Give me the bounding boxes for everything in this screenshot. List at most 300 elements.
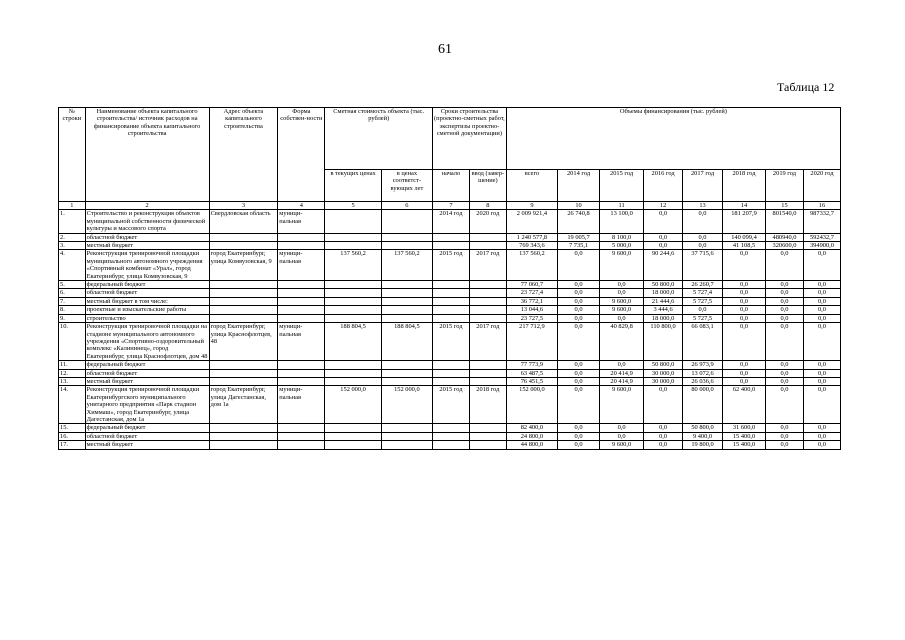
row-number-cell: 6. <box>59 289 86 297</box>
object-name-cell: федеральный бюджет <box>85 361 209 369</box>
object-name-cell: строительство <box>85 314 209 322</box>
amount-2014-cell: 0,0 <box>558 323 600 361</box>
amount-2018-cell: 15 400,0 <box>723 432 766 440</box>
address-cell <box>209 441 278 449</box>
amount-2017-cell: 50 800,0 <box>683 424 723 432</box>
total-cell: 23 727,5 <box>506 314 557 322</box>
header-row-1 <box>59 108 841 170</box>
row-number-cell: 14. <box>59 386 86 424</box>
amount-2016-cell: 0,0 <box>644 386 683 424</box>
amount-2014-cell: 0,0 <box>558 306 600 314</box>
ownership-cell <box>278 432 325 440</box>
end-year-cell <box>469 289 506 297</box>
ownership-cell <box>278 441 325 449</box>
amount-2016-cell: 21 444,6 <box>644 297 683 305</box>
row-number-cell: 17. <box>59 441 86 449</box>
cost-current-cell <box>325 432 381 440</box>
amount-2016-cell: 0,0 <box>644 441 683 449</box>
object-name-cell: федеральный бюджет <box>85 281 209 289</box>
cost-respective-cell <box>381 369 432 377</box>
start-year-cell: 2015 год <box>433 250 470 281</box>
address-cell <box>209 424 278 432</box>
amount-2019-cell: 0,0 <box>766 361 804 369</box>
amount-2020-cell: 0,0 <box>803 369 840 377</box>
amount-2014-cell: 19 005,7 <box>558 233 600 241</box>
amount-2015-cell: 20 414,9 <box>600 369 644 377</box>
amount-2019-cell: 0,0 <box>766 306 804 314</box>
cost-current-cell <box>325 242 381 250</box>
start-year-cell <box>433 281 470 289</box>
amount-2017-cell: 0,0 <box>683 306 723 314</box>
amount-2015-cell: 0,0 <box>600 424 644 432</box>
end-year-cell <box>469 297 506 305</box>
start-year-cell <box>433 441 470 449</box>
amount-2014-cell: 0,0 <box>558 369 600 377</box>
column-number: 2 <box>85 202 209 210</box>
total-cell: 82 400,0 <box>506 424 557 432</box>
address-cell <box>209 369 278 377</box>
header-2018: 2018 год <box>723 170 766 202</box>
amount-2018-cell: 0,0 <box>723 377 766 385</box>
object-name-cell: областной бюджет <box>85 289 209 297</box>
cost-respective-cell: 188 804,5 <box>381 323 432 361</box>
amount-2015-cell: 0,0 <box>600 281 644 289</box>
amount-2016-cell: 0,0 <box>644 233 683 241</box>
end-year-cell <box>469 377 506 385</box>
cost-respective-cell <box>381 314 432 322</box>
row-number-cell: 3. <box>59 242 86 250</box>
end-year-cell: 2017 год <box>469 323 506 361</box>
amount-2017-cell: 0,0 <box>683 210 723 233</box>
total-cell: 76 451,5 <box>506 377 557 385</box>
end-year-cell <box>469 281 506 289</box>
end-year-cell <box>469 361 506 369</box>
page-number: 61 <box>438 42 452 57</box>
end-year-cell <box>469 233 506 241</box>
header-ownership: Форма собствен-ности <box>278 108 325 202</box>
cost-respective-cell <box>381 306 432 314</box>
amount-2020-cell: 0,0 <box>803 306 840 314</box>
column-number: 4 <box>278 202 325 210</box>
amount-2015-cell: 0,0 <box>600 361 644 369</box>
header-cost: Сметная стоимость объекта (тыс. рублей) <box>325 108 433 170</box>
end-year-cell: 2018 год <box>469 386 506 424</box>
amount-2019-cell: 0,0 <box>766 377 804 385</box>
amount-2015-cell: 9 600,0 <box>600 250 644 281</box>
column-number: 14 <box>723 202 766 210</box>
amount-2014-cell: 0,0 <box>558 314 600 322</box>
total-cell: 1 240 577,8 <box>506 233 557 241</box>
amount-2017-cell: 26 260,7 <box>683 281 723 289</box>
row-number-cell: 4. <box>59 250 86 281</box>
cost-current-cell <box>325 281 381 289</box>
amount-2019-cell: 801540,0 <box>766 210 804 233</box>
total-cell: 137 560,2 <box>506 250 557 281</box>
amount-2019-cell: 0,0 <box>766 369 804 377</box>
cost-current-cell <box>325 210 381 233</box>
amount-2014-cell: 0,0 <box>558 386 600 424</box>
ownership-cell <box>278 377 325 385</box>
amount-2019-cell: 0,0 <box>766 281 804 289</box>
header-2015: 2015 год <box>600 170 644 202</box>
cost-current-cell <box>325 361 381 369</box>
end-year-cell <box>469 432 506 440</box>
row-number-cell: 2. <box>59 233 86 241</box>
start-year-cell <box>433 297 470 305</box>
amount-2019-cell: 0,0 <box>766 386 804 424</box>
amount-2019-cell: 0,0 <box>766 289 804 297</box>
amount-2017-cell: 66 083,1 <box>683 323 723 361</box>
amount-2014-cell: 26 740,8 <box>558 210 600 233</box>
amount-2018-cell: 41 108,5 <box>723 242 766 250</box>
amount-2014-cell: 0,0 <box>558 432 600 440</box>
start-year-cell <box>433 242 470 250</box>
table-row <box>59 306 841 314</box>
total-cell: 77 773,9 <box>506 361 557 369</box>
amount-2016-cell: 3 444,6 <box>644 306 683 314</box>
amount-2015-cell: 13 100,0 <box>600 210 644 233</box>
table-row <box>59 314 841 322</box>
amount-2017-cell: 26 036,6 <box>683 377 723 385</box>
amount-2018-cell: 0,0 <box>723 297 766 305</box>
cost-current-cell: 137 560,2 <box>325 250 381 281</box>
column-number: 1 <box>59 202 86 210</box>
amount-2019-cell: 0,0 <box>766 441 804 449</box>
address-cell <box>209 432 278 440</box>
cost-current-cell <box>325 306 381 314</box>
amount-2020-cell: 0,0 <box>803 297 840 305</box>
amount-2018-cell: 0,0 <box>723 306 766 314</box>
total-cell: 44 800,0 <box>506 441 557 449</box>
row-number-cell: 10. <box>59 323 86 361</box>
object-name-cell: проектные и изыскательские работы <box>85 306 209 314</box>
amount-2016-cell: 0,0 <box>644 432 683 440</box>
amount-2018-cell: 0,0 <box>723 250 766 281</box>
end-year-cell: 2020 год <box>469 210 506 233</box>
amount-2015-cell: 9 600,0 <box>600 386 644 424</box>
amount-2015-cell: 5 000,0 <box>600 242 644 250</box>
amount-2016-cell: 50 800,0 <box>644 281 683 289</box>
row-number-cell: 12. <box>59 369 86 377</box>
amount-2018-cell: 0,0 <box>723 281 766 289</box>
amount-2016-cell: 30 000,0 <box>644 377 683 385</box>
amount-2019-cell: 0,0 <box>766 323 804 361</box>
amount-2018-cell: 0,0 <box>723 323 766 361</box>
cost-respective-cell <box>381 377 432 385</box>
amount-2016-cell: 0,0 <box>644 210 683 233</box>
amount-2018-cell: 62 400,0 <box>723 386 766 424</box>
column-number: 7 <box>433 202 470 210</box>
object-name-cell: федеральный бюджет <box>85 424 209 432</box>
amount-2016-cell: 0,0 <box>644 424 683 432</box>
amount-2020-cell: 0,0 <box>803 424 840 432</box>
address-cell <box>209 281 278 289</box>
amount-2019-cell: 0,0 <box>766 432 804 440</box>
ownership-cell <box>278 424 325 432</box>
cost-current-cell <box>325 297 381 305</box>
amount-2019-cell: 0,0 <box>766 314 804 322</box>
table-row <box>59 250 841 281</box>
address-cell <box>209 297 278 305</box>
column-number: 15 <box>766 202 804 210</box>
header-commission: ввод (завер-шение) <box>469 170 506 202</box>
column-number-row <box>59 202 841 210</box>
amount-2015-cell: 0,0 <box>600 314 644 322</box>
column-number: 13 <box>683 202 723 210</box>
amount-2020-cell: 0,0 <box>803 377 840 385</box>
header-object-name: Наименование объекта капитального строительства/ источник расходов на финансирование объекта капитального строительства <box>85 108 209 202</box>
ownership-cell: муници-пальная <box>278 250 325 281</box>
object-name-cell: местный бюджет <box>85 441 209 449</box>
header-address: Адрес объекта капитального строительства <box>209 108 278 202</box>
amount-2018-cell: 140 099,4 <box>723 233 766 241</box>
end-year-cell <box>469 314 506 322</box>
amount-2019-cell: 480940,0 <box>766 233 804 241</box>
object-name-cell: местный бюджет <box>85 377 209 385</box>
column-number: 9 <box>506 202 557 210</box>
amount-2017-cell: 0,0 <box>683 242 723 250</box>
start-year-cell <box>433 369 470 377</box>
address-cell <box>209 233 278 241</box>
ownership-cell <box>278 369 325 377</box>
amount-2016-cell: 18 000,0 <box>644 314 683 322</box>
amount-2014-cell: 7 735,1 <box>558 242 600 250</box>
total-cell: 63 487,5 <box>506 369 557 377</box>
header-start: начало <box>433 170 470 202</box>
cost-current-cell <box>325 369 381 377</box>
header-2020: 2020 год <box>803 170 840 202</box>
amount-2017-cell: 19 800,0 <box>683 441 723 449</box>
start-year-cell <box>433 424 470 432</box>
cost-respective-cell <box>381 297 432 305</box>
amount-2018-cell: 0,0 <box>723 314 766 322</box>
header-2014: 2014 год <box>558 170 600 202</box>
address-cell: Свердловская область <box>209 210 278 233</box>
amount-2020-cell: 0,0 <box>803 281 840 289</box>
object-name-cell: Реконструкция тренировочной площадки на стадионе муниципального автономного учреждения «Спортивно-оздоровительный комплекс «Калининец», город Екатеринбург, улица Краснофлотцев, дом 48 <box>86 323 208 360</box>
amount-2015-cell: 20 414,9 <box>600 377 644 385</box>
cost-respective-cell <box>381 233 432 241</box>
table-row <box>59 369 841 377</box>
end-year-cell <box>469 424 506 432</box>
amount-2015-cell: 9 600,0 <box>600 441 644 449</box>
column-number: 11 <box>600 202 644 210</box>
row-number-cell: 15. <box>59 424 86 432</box>
amount-2014-cell: 0,0 <box>558 281 600 289</box>
total-cell: 77 060,7 <box>506 281 557 289</box>
total-cell: 769 343,6 <box>506 242 557 250</box>
object-name-cell: Реконструкция тренировочной площадки Екатеринбургского муниципального унитарного предприятия «Парк стадион Химмаш», город Екатеринбург, улица Дагестанская, дом 1а <box>85 386 209 424</box>
row-number-cell: 11. <box>59 361 86 369</box>
address-cell <box>209 242 278 250</box>
row-number-cell: 8. <box>59 306 86 314</box>
amount-2019-cell: 0,0 <box>766 250 804 281</box>
column-number: 8 <box>469 202 506 210</box>
cost-respective-cell <box>381 361 432 369</box>
cost-respective-cell <box>381 424 432 432</box>
address-cell <box>209 314 278 322</box>
row-number-cell: 1. <box>59 210 86 233</box>
amount-2020-cell: 0,0 <box>803 314 840 322</box>
amount-2017-cell: 5 727,5 <box>683 297 723 305</box>
cost-current-cell <box>325 289 381 297</box>
row-number-cell: 13. <box>59 377 86 385</box>
column-number: 16 <box>803 202 840 210</box>
cost-respective-cell <box>381 432 432 440</box>
amount-2019-cell: 0,0 <box>766 297 804 305</box>
total-cell: 152 000,0 <box>506 386 557 424</box>
end-year-cell <box>469 441 506 449</box>
table-row <box>59 297 841 305</box>
amount-2018-cell: 0,0 <box>723 369 766 377</box>
cost-current-cell: 188 804,5 <box>325 323 381 361</box>
column-number: 6 <box>381 202 432 210</box>
amount-2020-cell: 394900,0 <box>803 242 840 250</box>
ownership-cell <box>278 281 325 289</box>
row-number-cell: 16. <box>59 432 86 440</box>
amount-2018-cell: 181 207,9 <box>723 210 766 233</box>
amount-2020-cell: 0,0 <box>803 386 840 424</box>
object-name-cell: местный бюджет <box>85 242 209 250</box>
header-cost-respective: в ценах соответст-вующих лет <box>381 170 432 202</box>
cost-current-cell <box>325 314 381 322</box>
address-cell: город Екатеринбург, улица Дагестанская, дом 1а <box>209 386 278 424</box>
end-year-cell <box>469 242 506 250</box>
total-cell: 24 800,0 <box>506 432 557 440</box>
amount-2014-cell: 0,0 <box>558 377 600 385</box>
amount-2020-cell: 0,0 <box>803 323 840 361</box>
header-2017: 2017 год <box>683 170 723 202</box>
cost-respective-cell <box>381 441 432 449</box>
header-row-no: № строки <box>59 108 86 202</box>
amount-2015-cell: 9 600,0 <box>600 306 644 314</box>
cost-current-cell <box>325 377 381 385</box>
start-year-cell <box>433 361 470 369</box>
amount-2015-cell: 0,0 <box>600 432 644 440</box>
address-cell <box>209 361 278 369</box>
address-cell <box>209 377 278 385</box>
object-name-cell: областной бюджет <box>85 369 209 377</box>
amount-2017-cell: 13 072,6 <box>683 369 723 377</box>
ownership-cell <box>278 306 325 314</box>
start-year-cell <box>433 289 470 297</box>
table-row <box>59 210 841 233</box>
header-total: всего <box>506 170 557 202</box>
amount-2019-cell: 320600,0 <box>766 242 804 250</box>
column-number: 5 <box>325 202 381 210</box>
header-funding: Объемы финансирования (тыс. рублей) <box>506 108 840 170</box>
amount-2018-cell: 0,0 <box>723 289 766 297</box>
cost-respective-cell <box>381 281 432 289</box>
end-year-cell <box>469 306 506 314</box>
start-year-cell <box>433 306 470 314</box>
ownership-cell <box>278 242 325 250</box>
amount-2016-cell: 50 800,0 <box>644 361 683 369</box>
table-row <box>59 233 841 241</box>
amount-2016-cell: 110 800,0 <box>644 323 683 361</box>
amount-2020-cell: 592432,7 <box>803 233 840 241</box>
cost-respective-cell <box>381 242 432 250</box>
amount-2014-cell: 0,0 <box>558 297 600 305</box>
amount-2020-cell: 0,0 <box>803 289 840 297</box>
amount-2014-cell: 0,0 <box>558 361 600 369</box>
object-name-cell: местный бюджет в том числе: <box>85 297 209 305</box>
cost-respective-cell: 152 000,0 <box>381 386 432 424</box>
start-year-cell: 2014 год <box>433 210 470 233</box>
amount-2015-cell: 40 829,8 <box>600 323 644 361</box>
amount-2015-cell: 8 100,0 <box>600 233 644 241</box>
table-row <box>59 377 841 385</box>
ownership-cell: муници-пальная <box>278 210 325 233</box>
object-name-cell: областной бюджет <box>85 432 209 440</box>
header-2019: 2019 год <box>766 170 804 202</box>
table-label: Таблица 12 <box>777 80 835 94</box>
start-year-cell <box>433 233 470 241</box>
address-cell: город Екатеринбург, улица Комвузовская, 9 <box>209 250 278 281</box>
start-year-cell <box>433 314 470 322</box>
address-cell: город Екатеринбург, улица Краснофлотцев, 48 <box>209 323 278 361</box>
end-year-cell: 2017 год <box>469 250 506 281</box>
amount-2018-cell: 15 400,0 <box>723 441 766 449</box>
table-row <box>59 361 841 369</box>
total-cell: 217 712,9 <box>506 323 557 361</box>
amount-2016-cell: 90 244,6 <box>644 250 683 281</box>
amount-2017-cell: 0,0 <box>683 233 723 241</box>
table-row <box>59 242 841 250</box>
cost-current-cell: 152 000,0 <box>325 386 381 424</box>
row-number-cell: 9. <box>59 314 86 322</box>
total-cell: 23 727,4 <box>506 289 557 297</box>
table-row <box>59 323 841 361</box>
amount-2020-cell: 0,0 <box>803 361 840 369</box>
address-cell <box>209 306 278 314</box>
amount-2014-cell: 0,0 <box>558 424 600 432</box>
amount-2017-cell: 5 727,4 <box>683 289 723 297</box>
table-row <box>59 441 841 449</box>
amount-2020-cell: 0,0 <box>803 432 840 440</box>
start-year-cell <box>433 432 470 440</box>
object-name-cell: областной бюджет <box>85 233 209 241</box>
amount-2014-cell: 0,0 <box>558 250 600 281</box>
header-terms: Сроки строительства (проектно-сметных работ, экспертизы проектно-сметной документации) <box>433 108 507 170</box>
end-year-cell <box>469 369 506 377</box>
row-number-cell: 5. <box>59 281 86 289</box>
amount-2016-cell: 0,0 <box>644 242 683 250</box>
amount-2015-cell: 9 600,0 <box>600 297 644 305</box>
ownership-cell: муници-пальная <box>278 386 325 424</box>
amount-2015-cell: 0,0 <box>600 289 644 297</box>
total-cell: 2 009 921,4 <box>506 210 557 233</box>
amount-2020-cell: 987332,7 <box>803 210 840 233</box>
amount-2020-cell: 0,0 <box>803 441 840 449</box>
amount-2017-cell: 37 715,6 <box>683 250 723 281</box>
header-2016: 2016 год <box>644 170 683 202</box>
object-name-cell: Строительство и реконструкция объектов муниципальной собственности физической культуры и массового спорта <box>85 210 209 233</box>
amount-2020-cell: 0,0 <box>803 250 840 281</box>
amount-2017-cell: 26 973,9 <box>683 361 723 369</box>
amount-2017-cell: 5 727,5 <box>683 314 723 322</box>
amount-2017-cell: 80 000,0 <box>683 386 723 424</box>
start-year-cell: 2015 год <box>433 386 470 424</box>
row-number-cell: 7. <box>59 297 86 305</box>
ownership-cell <box>278 314 325 322</box>
table-row <box>59 432 841 440</box>
column-number: 10 <box>558 202 600 210</box>
column-number: 3 <box>209 202 278 210</box>
address-cell <box>209 289 278 297</box>
table-row <box>59 424 841 432</box>
cost-respective-cell <box>381 289 432 297</box>
